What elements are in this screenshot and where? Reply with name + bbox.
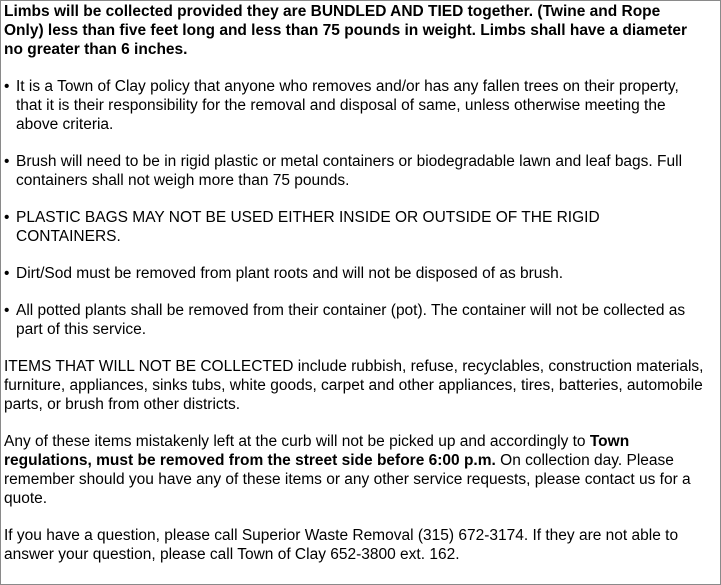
list-item-text: PLASTIC BAGS MAY NOT BE USED EITHER INSIDE OR OUTSIDE OF THE RIGID CONTAINERS. bbox=[16, 209, 600, 245]
list-item bbox=[4, 301, 704, 339]
list-item-text: Dirt/Sod must be removed from plant roots and will not be disposed of as brush. bbox=[16, 265, 564, 282]
curb-notice-bold: Town regulations, must be removed from the street side before 6:00 p.m. bbox=[4, 433, 630, 469]
bullet-icon: • bbox=[4, 78, 10, 95]
curb-notice-text-end: On collection day. Please remember should you have any of these items or any other service requests, please contact us for a quote. bbox=[4, 452, 691, 507]
bullet-icon: • bbox=[4, 153, 10, 170]
list-item-text: All potted plants shall be removed from their container (pot). The container will not be collected as part of this service. bbox=[16, 302, 686, 338]
list-item-text: It is a Town of Clay policy that anyone who removes and/or has any fallen trees on their property, that it is their responsibility for the removal and disposal of same, unless otherwise meeting the above criteria. bbox=[16, 78, 679, 133]
list-item bbox=[4, 77, 704, 134]
bullet-icon: • bbox=[4, 209, 10, 226]
document-body bbox=[4, 0, 704, 564]
bullet-icon: • bbox=[4, 302, 10, 319]
items-not-collected: ITEMS THAT WILL NOT BE COLLECTED include rubbish, refuse, recyclables, construction materials, furniture, appliances, sinks tubs, white goods, carpet and other appliances, tires, batteries, automobile parts, or brush from other districts. bbox=[4, 358, 704, 413]
rules-list bbox=[4, 77, 704, 339]
curb-notice-text: Any of these items mistakenly left at the curb will not be picked up and accordingly to bbox=[4, 433, 590, 450]
limbs-intro: Limbs will be collected provided they are BUNDLED AND TIED together. (Twine and Rope Only) less than five feet long and less than 75 pounds in weight. Limbs shall have a diameter no greater than 6 inches. bbox=[4, 3, 688, 58]
bullet-icon: • bbox=[4, 265, 10, 282]
list-item-text: Brush will need to be in rigid plastic or metal containers or biodegradable lawn and leaf bags. Full containers shall not weigh more than 75 pounds. bbox=[16, 153, 683, 189]
list-item bbox=[4, 152, 704, 190]
list-item bbox=[4, 264, 704, 283]
curb-notice bbox=[4, 432, 704, 508]
contact-info: If you have a question, please call Superior Waste Removal (315) 672-3174. If they are not able to answer your question, please call Town of Clay 652-3800 ext. 162. bbox=[4, 527, 679, 563]
list-item bbox=[4, 208, 704, 246]
